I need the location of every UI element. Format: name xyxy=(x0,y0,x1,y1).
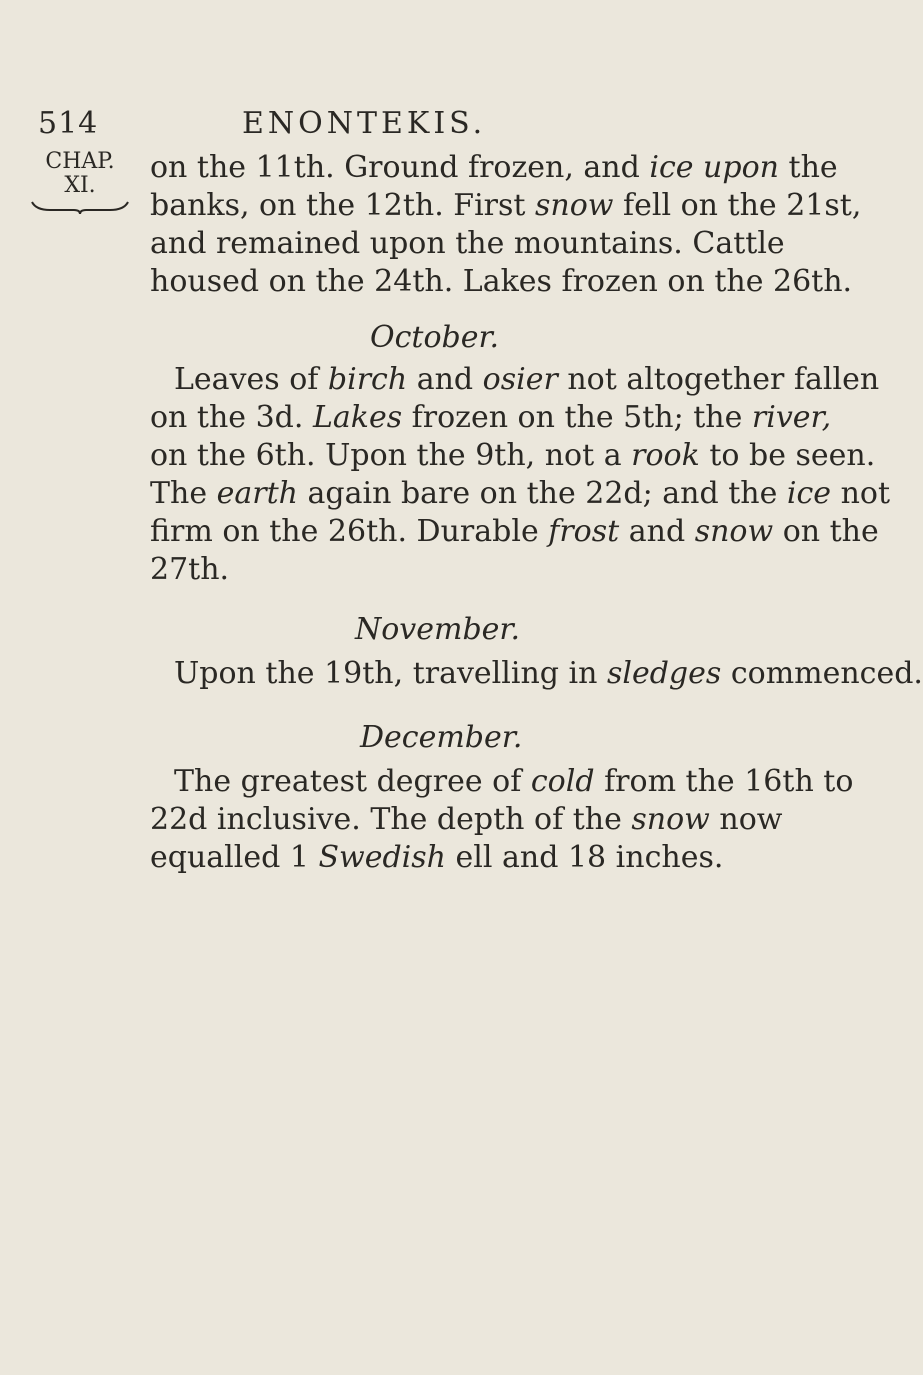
text-line: 22d inclusive. The depth of the snow now xyxy=(150,802,783,837)
text-line: The greatest degree of cold from the 16th to xyxy=(174,764,854,799)
section-heading-october: October. xyxy=(370,320,500,355)
text-line: firm on the 26th. Durable frost and snow on the xyxy=(150,514,879,549)
chapter-label: CHAP. xyxy=(45,149,115,174)
chapter-margin-note xyxy=(30,150,130,214)
text-line: banks, on the 12th. First snow fell on the 21st, xyxy=(150,188,862,223)
brace-ornament-icon xyxy=(30,200,130,214)
text-line: 27th. xyxy=(150,552,230,587)
text-line: The earth again bare on the 22d; and the ice not xyxy=(150,476,891,511)
running-head: ENONTEKIS. xyxy=(242,106,487,141)
text-line: Leaves of birch and osier not altogether fallen xyxy=(174,362,880,397)
chapter-number: XI. xyxy=(64,173,96,198)
text-line: and remained upon the mountains. Cattle xyxy=(150,226,785,261)
section-heading-december: December. xyxy=(360,720,523,755)
page-number: 514 xyxy=(38,106,99,141)
text-line: on the 3d. Lakes frozen on the 5th; the river, xyxy=(150,400,832,435)
section-heading-november: November. xyxy=(355,612,520,647)
text-line: Upon the 19th, travelling in sledges commenced. xyxy=(174,656,923,691)
text-line: equalled 1 Swedish ell and 18 inches. xyxy=(150,840,724,875)
text-line: on the 6th. Upon the 9th, not a rook to be seen. xyxy=(150,438,876,473)
text-line: housed on the 24th. Lakes frozen on the 26th. xyxy=(150,264,853,299)
text-line: on the 11th. Ground frozen, and ice upon the xyxy=(150,150,838,185)
